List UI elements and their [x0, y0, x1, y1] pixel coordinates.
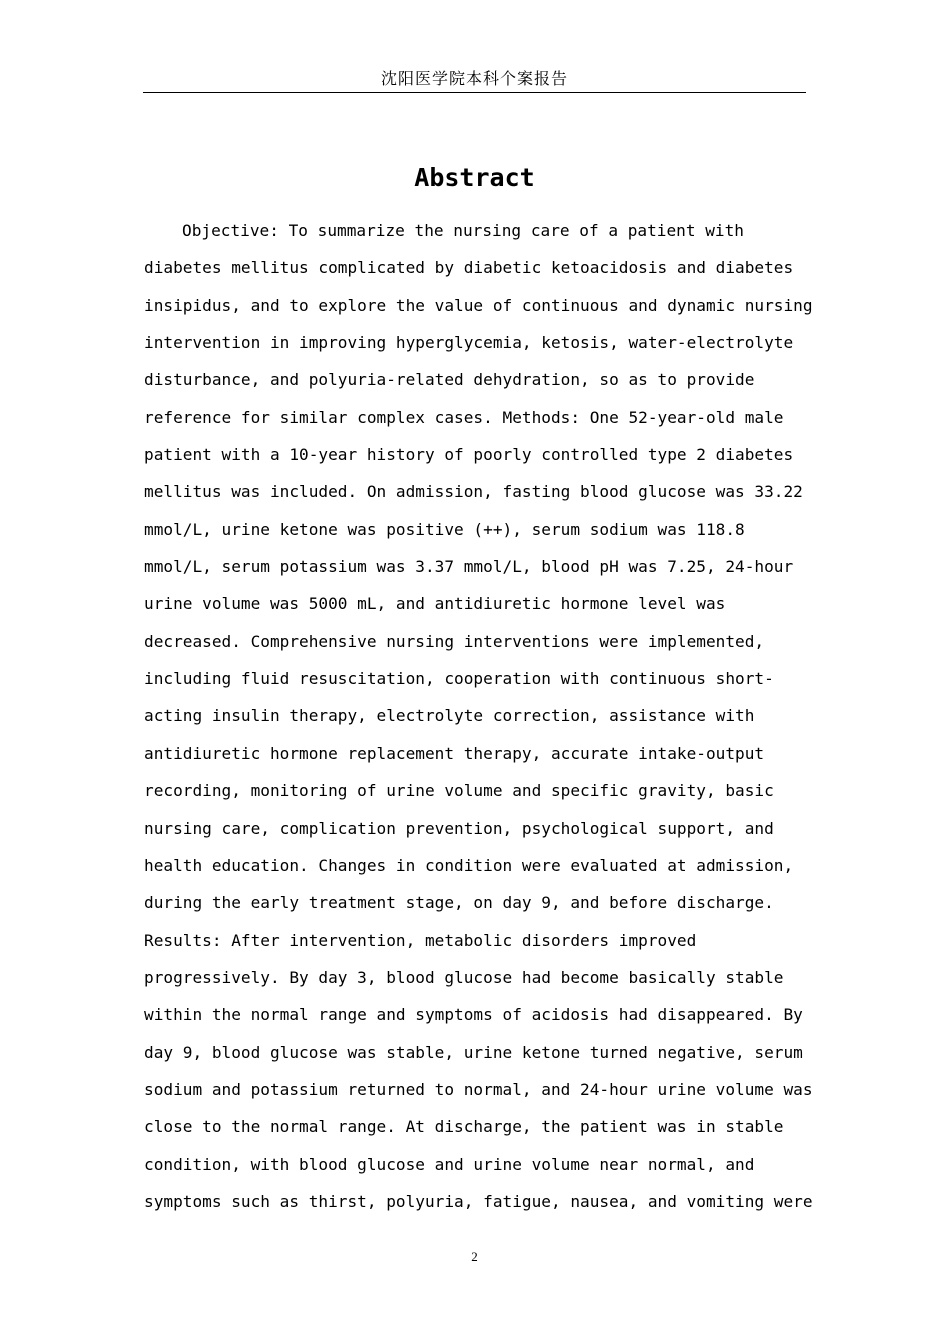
page-number: 2	[471, 1249, 478, 1264]
abstract-line: including fluid resuscitation, cooperation with continuous short-	[144, 669, 774, 689]
abstract-line: reference for similar complex cases. Methods: One 52-year-old male	[144, 407, 784, 427]
abstract-line: close to the normal range. At discharge, the patient was in stable	[144, 1117, 784, 1137]
abstract-title: Abstract	[414, 163, 535, 192]
abstract-line: disturbance, and polyuria-related dehydration, so as to provide	[144, 370, 755, 390]
header-title: 沈阳医学院本科个案报告	[380, 69, 568, 88]
abstract-line: mmol/L, serum potassium was 3.37 mmol/L, blood pH was 7.25, 24-hour	[144, 557, 794, 577]
abstract-line: antidiuretic hormone replacement therapy, accurate intake-output	[144, 743, 765, 763]
abstract-line: intervention in improving hyperglycemia, ketosis, water-electrolyte	[144, 333, 794, 353]
abstract-line: recording, monitoring of urine volume and specific gravity, basic	[144, 781, 774, 801]
abstract-line: during the early treatment stage, on day 9, and before discharge.	[144, 893, 774, 913]
abstract-line: progressively. By day 3, blood glucose had become basically stable	[144, 967, 784, 987]
abstract-line: acting insulin therapy, electrolyte correction, assistance with	[144, 706, 755, 726]
page-header	[143, 66, 806, 93]
abstract-line: mmol/L, urine ketone was positive (++), serum sodium was 118.8	[144, 519, 745, 539]
abstract-body	[144, 212, 814, 1220]
abstract-line: Results: After intervention, metabolic disorders improved	[144, 930, 697, 950]
abstract-line: nursing care, complication prevention, psychological support, and	[144, 818, 774, 838]
abstract-line: sodium and potassium returned to normal, and 24-hour urine volume was	[144, 1079, 813, 1099]
abstract-line: mellitus was included. On admission, fasting blood glucose was 33.22	[144, 482, 803, 502]
abstract-line: condition, with blood glucose and urine volume near normal, and	[144, 1154, 755, 1174]
abstract-line: symptoms such as thirst, polyuria, fatigue, nausea, and vomiting were	[144, 1191, 813, 1211]
abstract-line: patient with a 10-year history of poorly controlled type 2 diabetes	[144, 445, 794, 465]
abstract-line: health education. Changes in condition were evaluated at admission,	[144, 855, 794, 875]
abstract-line: day 9, blood glucose was stable, urine ketone turned negative, serum	[144, 1042, 803, 1062]
abstract-line: within the normal range and symptoms of acidosis had disappeared. By	[144, 1005, 803, 1025]
abstract-line: decreased. Comprehensive nursing interventions were implemented,	[144, 631, 765, 651]
abstract-line: insipidus, and to explore the value of continuous and dynamic nursing	[144, 295, 813, 315]
abstract-line: Objective: To summarize the nursing care of a patient with	[182, 221, 744, 240]
abstract-line: urine volume was 5000 mL, and antidiuretic hormone level was	[144, 594, 726, 614]
abstract-line: diabetes mellitus complicated by diabetic ketoacidosis and diabetes	[144, 258, 794, 278]
